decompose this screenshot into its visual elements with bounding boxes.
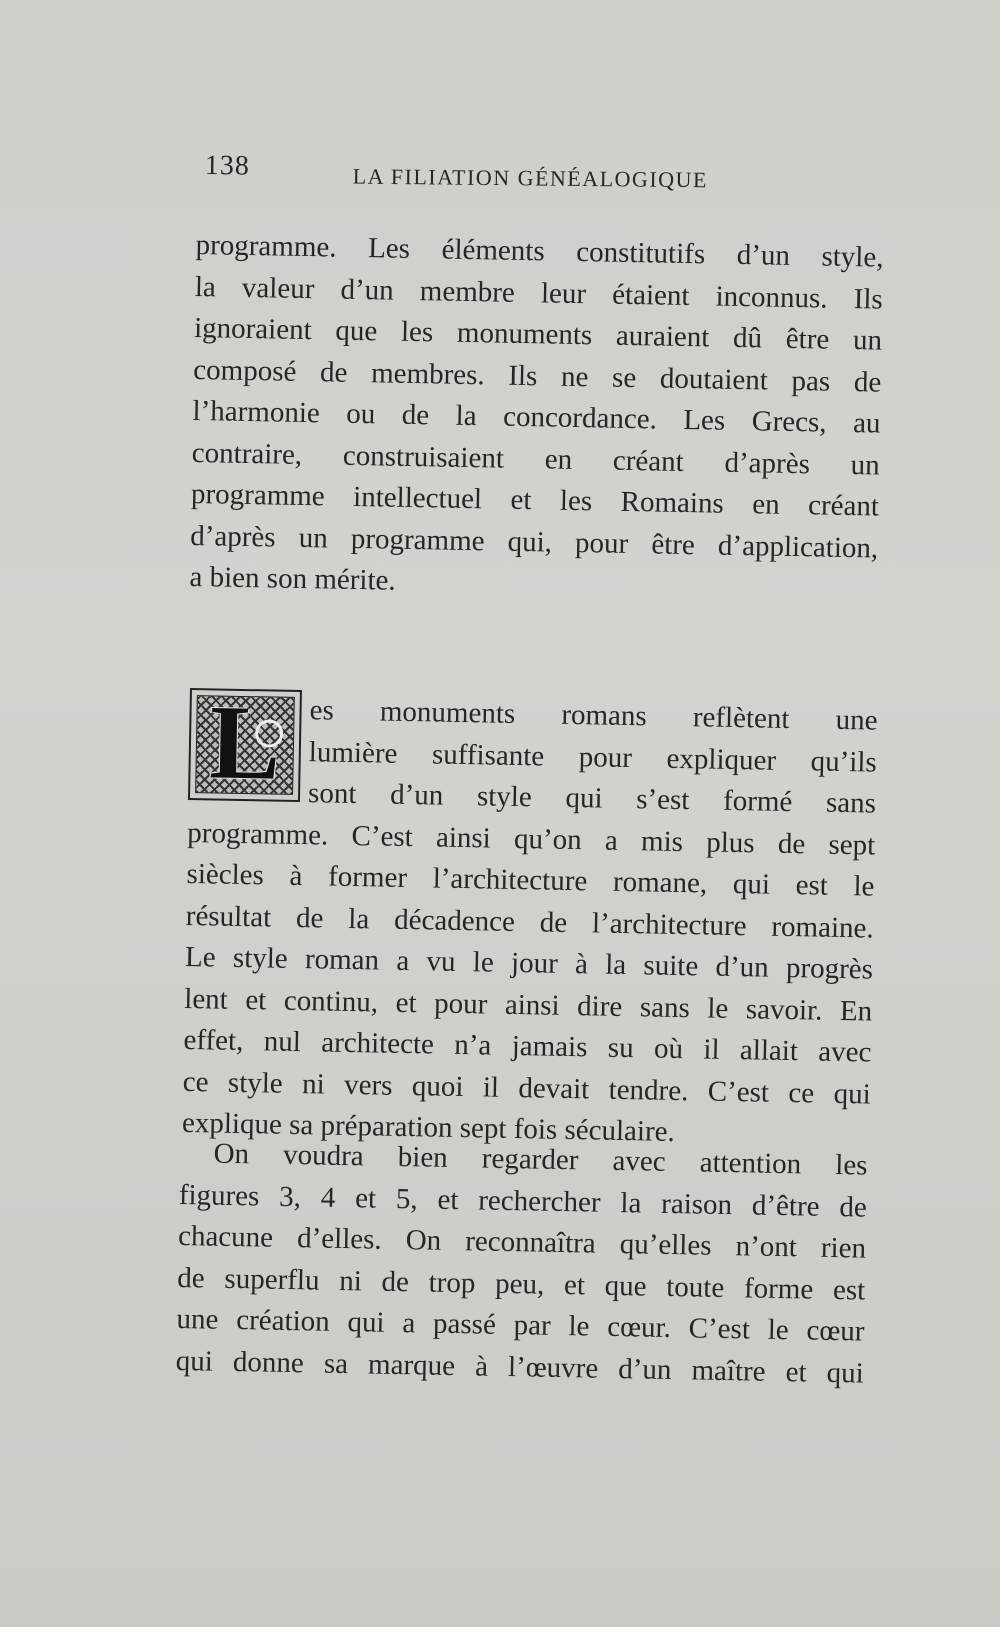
paragraph-3: [175, 1133, 867, 1395]
paragraph-2: [181, 683, 878, 1157]
text-line: explique sa préparation sept fois séculaire.: [181, 1106, 676, 1148]
page-header: [205, 150, 750, 200]
text-line: ignoraient que les monuments auraient dû être un: [193, 311, 883, 357]
text-line: siècles à former l’architecture romane, qui est le: [186, 857, 875, 903]
text-line: ce style ni vers quoi il devait tendre. C’est ce qui: [182, 1065, 871, 1111]
text-line: effet, nul architecte n’a jamais su où il allait avec: [183, 1023, 872, 1069]
text-line: programme. Les éléments constitutifs d’un style,: [195, 228, 884, 274]
text-line: l’harmonie ou de la concordance. Les Grecs, au: [192, 394, 881, 440]
text-line: une création qui a passé par le cœur. C’est le cœur: [176, 1302, 865, 1348]
text-line: contraire, construisaient en créant d’après un: [191, 436, 881, 482]
text-line: programme intellectuel et les Romains en créant: [190, 477, 880, 523]
text-line: a bien son mérite.: [189, 560, 396, 597]
text-line: figures 3, 4 et 5, et rechercher la raison d’être de: [178, 1178, 868, 1224]
text-line: lumière suffisante pour expliquer qu’ils: [308, 735, 878, 779]
text-line: d’après un programme qui, pour être d’application,: [190, 519, 879, 565]
text-line: la valeur d’un membre leur étaient inconnus. Ils: [194, 270, 884, 316]
page-number: 138: [204, 150, 250, 182]
text-line: composé de membres. Ils ne se doutaient pas de: [193, 353, 882, 399]
text-line: On voudra bien regarder avec attention les: [213, 1137, 868, 1182]
text-line: programme. C’est ainsi qu’on a mis plus de sept: [187, 816, 876, 862]
dropcap-letter: L: [208, 683, 282, 802]
text-line: résultat de la décadence de l’architecture romaine.: [185, 899, 875, 945]
text-line: sont d’un style qui s’est formé sans: [307, 777, 877, 820]
text-line: Le style roman a vu le jour à la suite d’un progrès: [184, 940, 874, 986]
text-line: de superflu ni de trop peu, et que toute forme est: [177, 1261, 866, 1307]
text-line: es monuments romans reflètent une: [309, 694, 878, 737]
ornamental-dropcap: [188, 683, 302, 802]
text-line: chacune d’elles. On reconnaîtra qu’elles n’ont rien: [177, 1219, 867, 1265]
text-line: qui donne sa marque à l’œuvre d’un maître et qui: [175, 1344, 865, 1390]
paragraph-1: [189, 225, 884, 611]
text-line: lent et continu, et pour ainsi dire sans le savoir. En: [184, 982, 873, 1028]
running-title: LA FILIATION GÉNÉALOGIQUE: [352, 163, 709, 193]
